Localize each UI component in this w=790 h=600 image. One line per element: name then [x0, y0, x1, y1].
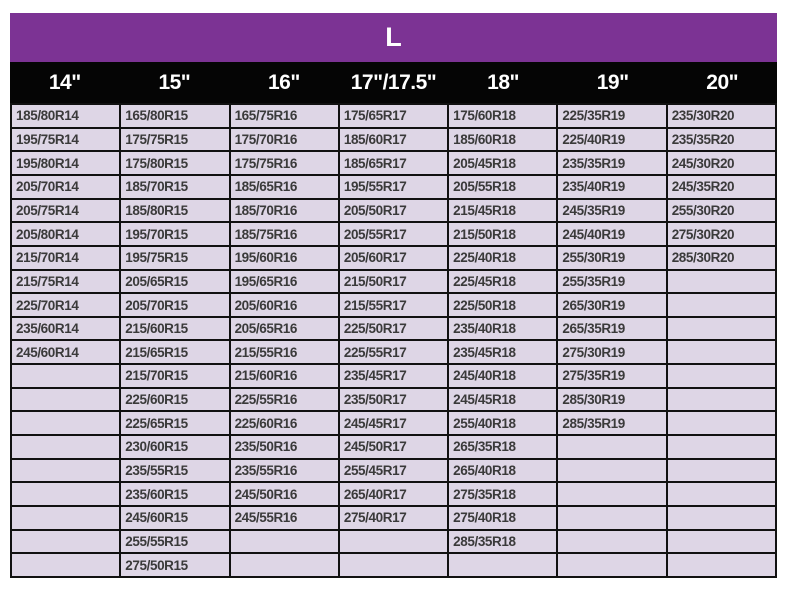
- size-cell: 285/35R18: [449, 531, 556, 553]
- empty-cell: [668, 271, 775, 293]
- size-cell: 185/60R17: [340, 129, 447, 151]
- size-cell: 230/60R15: [121, 436, 228, 458]
- size-cell: 245/40R18: [449, 365, 556, 387]
- size-cell: 225/55R16: [231, 389, 338, 411]
- size-cell: 245/50R17: [340, 436, 447, 458]
- column-header: 15": [158, 70, 191, 94]
- size-cell: 175/75R16: [231, 152, 338, 174]
- size-cell: 215/70R14: [12, 247, 119, 269]
- size-cell: 185/65R17: [340, 152, 447, 174]
- empty-cell: [558, 460, 665, 482]
- size-cell: 245/35R19: [558, 200, 665, 222]
- empty-cell: [668, 507, 775, 529]
- empty-cell: [558, 507, 665, 529]
- size-cell: 245/35R20: [668, 176, 775, 198]
- empty-cell: [231, 531, 338, 553]
- size-cell: 245/60R15: [121, 507, 228, 529]
- size-cell: 195/65R16: [231, 271, 338, 293]
- size-cell: 185/75R16: [231, 223, 338, 245]
- empty-cell: [340, 531, 447, 553]
- size-cell: 165/80R15: [121, 105, 228, 127]
- empty-cell: [668, 460, 775, 482]
- size-cell: 245/30R20: [668, 152, 775, 174]
- size-cell: 185/60R18: [449, 129, 556, 151]
- size-cell: 255/30R20: [668, 200, 775, 222]
- size-cell: 275/40R18: [449, 507, 556, 529]
- section-title-bar: [10, 13, 777, 62]
- empty-cell: [668, 412, 775, 434]
- empty-cell: [668, 483, 775, 505]
- size-cell: 275/30R20: [668, 223, 775, 245]
- size-cell: 255/45R17: [340, 460, 447, 482]
- empty-cell: [12, 389, 119, 411]
- size-cell: 245/45R17: [340, 412, 447, 434]
- size-cell: 235/40R19: [558, 176, 665, 198]
- size-cell: 285/35R19: [558, 412, 665, 434]
- size-cell: 215/75R14: [12, 271, 119, 293]
- size-cell: 205/65R15: [121, 271, 228, 293]
- size-cell: 245/45R18: [449, 389, 556, 411]
- size-cell: 225/50R18: [449, 294, 556, 316]
- size-cell: 205/55R18: [449, 176, 556, 198]
- size-cell: 205/70R14: [12, 176, 119, 198]
- column-header: 16": [268, 70, 300, 94]
- column-header: 14": [48, 70, 81, 94]
- size-cell: 235/55R15: [121, 460, 228, 482]
- column-header: 18": [487, 70, 519, 94]
- size-cell: 175/60R18: [449, 105, 556, 127]
- size-cell: 165/75R16: [231, 105, 338, 127]
- table-body: [10, 103, 777, 578]
- size-cell: 255/40R18: [449, 412, 556, 434]
- size-cell: 175/75R15: [121, 129, 228, 151]
- size-cell: 215/50R17: [340, 271, 447, 293]
- size-cell: 205/65R16: [231, 318, 338, 340]
- empty-cell: [231, 554, 338, 576]
- size-cell: 275/50R15: [121, 554, 228, 576]
- empty-cell: [668, 341, 775, 363]
- size-cell: 215/65R15: [121, 341, 228, 363]
- size-cell: 205/75R14: [12, 200, 119, 222]
- size-cell: 215/55R17: [340, 294, 447, 316]
- size-cell: 185/65R16: [231, 176, 338, 198]
- size-cell: 205/70R15: [121, 294, 228, 316]
- size-cell: 235/35R19: [558, 152, 665, 174]
- size-cell: 185/80R15: [121, 200, 228, 222]
- column-header-row: [10, 62, 777, 103]
- size-cell: 185/70R15: [121, 176, 228, 198]
- empty-cell: [668, 436, 775, 458]
- size-cell: 255/30R19: [558, 247, 665, 269]
- size-cell: 265/35R18: [449, 436, 556, 458]
- size-cell: 265/35R19: [558, 318, 665, 340]
- empty-cell: [668, 365, 775, 387]
- empty-cell: [668, 554, 775, 576]
- size-cell: 245/60R14: [12, 341, 119, 363]
- size-cell: 265/40R18: [449, 460, 556, 482]
- size-cell: 235/45R17: [340, 365, 447, 387]
- empty-cell: [668, 531, 775, 553]
- size-cell: 205/60R17: [340, 247, 447, 269]
- size-cell: 235/30R20: [668, 105, 775, 127]
- size-cell: 215/50R18: [449, 223, 556, 245]
- empty-cell: [12, 483, 119, 505]
- size-cell: 205/55R17: [340, 223, 447, 245]
- size-cell: 215/55R16: [231, 341, 338, 363]
- empty-cell: [558, 436, 665, 458]
- empty-cell: [668, 389, 775, 411]
- size-cell: 185/70R16: [231, 200, 338, 222]
- section-title: L: [385, 22, 402, 52]
- size-cell: 225/60R15: [121, 389, 228, 411]
- empty-cell: [668, 294, 775, 316]
- size-cell: 225/55R17: [340, 341, 447, 363]
- size-cell: 205/50R17: [340, 200, 447, 222]
- size-cell: 235/40R18: [449, 318, 556, 340]
- column-header: 20": [706, 70, 739, 94]
- size-cell: 235/45R18: [449, 341, 556, 363]
- size-cell: 255/35R19: [558, 271, 665, 293]
- size-cell: 235/60R15: [121, 483, 228, 505]
- size-cell: 275/35R19: [558, 365, 665, 387]
- size-cell: 275/35R18: [449, 483, 556, 505]
- size-cell: 245/40R19: [558, 223, 665, 245]
- size-cell: 245/55R16: [231, 507, 338, 529]
- empty-cell: [340, 554, 447, 576]
- size-cell: 285/30R19: [558, 389, 665, 411]
- size-cell: 205/45R18: [449, 152, 556, 174]
- column-header: 19": [596, 70, 629, 94]
- size-cell: 235/50R17: [340, 389, 447, 411]
- size-cell: 255/55R15: [121, 531, 228, 553]
- empty-cell: [12, 554, 119, 576]
- size-cell: 285/30R20: [668, 247, 775, 269]
- size-cell: 225/35R19: [558, 105, 665, 127]
- size-cell: 185/80R14: [12, 105, 119, 127]
- size-cell: 205/60R16: [231, 294, 338, 316]
- size-cell: 235/55R16: [231, 460, 338, 482]
- size-cell: 175/65R17: [340, 105, 447, 127]
- size-cell: 225/40R19: [558, 129, 665, 151]
- size-cell: 265/30R19: [558, 294, 665, 316]
- empty-cell: [668, 318, 775, 340]
- size-cell: 225/70R14: [12, 294, 119, 316]
- size-cell: 265/40R17: [340, 483, 447, 505]
- size-cell: 235/35R20: [668, 129, 775, 151]
- empty-cell: [12, 436, 119, 458]
- size-cell: 225/50R17: [340, 318, 447, 340]
- size-cell: 225/45R18: [449, 271, 556, 293]
- size-cell: 175/80R15: [121, 152, 228, 174]
- size-cell: 215/60R16: [231, 365, 338, 387]
- size-cell: 215/60R15: [121, 318, 228, 340]
- size-cell: 275/40R17: [340, 507, 447, 529]
- size-cell: 215/70R15: [121, 365, 228, 387]
- size-cell: 245/50R16: [231, 483, 338, 505]
- empty-cell: [12, 507, 119, 529]
- size-cell: 205/80R14: [12, 223, 119, 245]
- size-cell: 215/45R18: [449, 200, 556, 222]
- empty-cell: [558, 531, 665, 553]
- empty-cell: [12, 460, 119, 482]
- size-cell: 225/60R16: [231, 412, 338, 434]
- size-cell: 195/70R15: [121, 223, 228, 245]
- size-cell: 235/60R14: [12, 318, 119, 340]
- empty-cell: [449, 554, 556, 576]
- size-cell: 195/55R17: [340, 176, 447, 198]
- column-header: 17"/17.5": [350, 70, 437, 94]
- size-cell: 195/80R14: [12, 152, 119, 174]
- tire-size-table: [10, 13, 777, 578]
- size-cell: 275/30R19: [558, 341, 665, 363]
- size-cell: 235/50R16: [231, 436, 338, 458]
- empty-cell: [558, 554, 665, 576]
- size-cell: 195/60R16: [231, 247, 338, 269]
- empty-cell: [12, 531, 119, 553]
- empty-cell: [12, 365, 119, 387]
- size-cell: 225/65R15: [121, 412, 228, 434]
- size-cell: 175/70R16: [231, 129, 338, 151]
- empty-cell: [558, 483, 665, 505]
- empty-cell: [12, 412, 119, 434]
- size-cell: 225/40R18: [449, 247, 556, 269]
- size-cell: 195/75R15: [121, 247, 228, 269]
- size-cell: 195/75R14: [12, 129, 119, 151]
